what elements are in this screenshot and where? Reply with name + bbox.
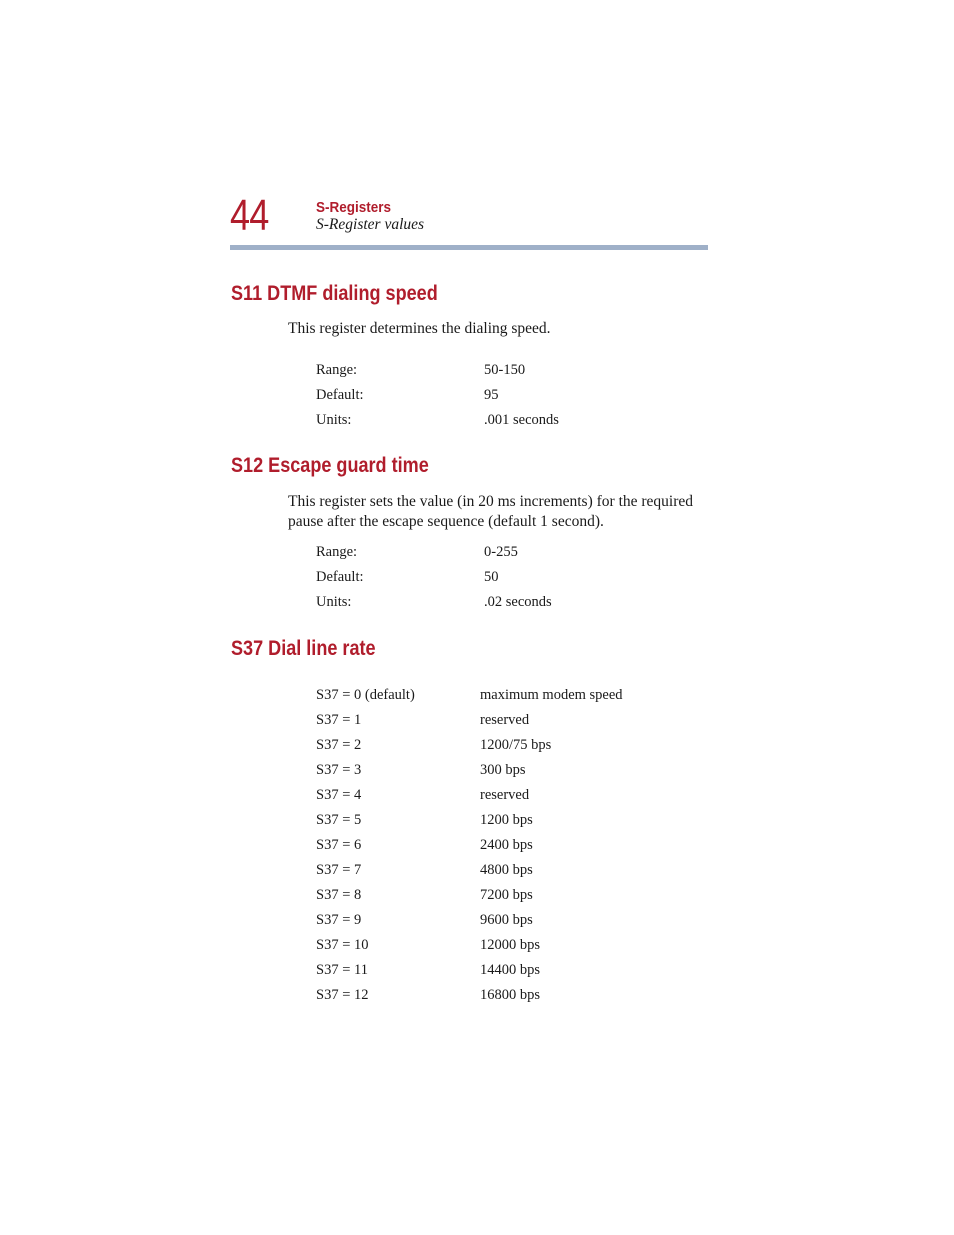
chapter-title: S-Registers — [316, 199, 392, 216]
row-label: S37 = 9 — [316, 912, 362, 928]
row-label: Default: — [316, 387, 364, 403]
row-label: S37 = 3 — [316, 762, 362, 778]
row-value: 14400 bps — [480, 962, 541, 978]
row-label: S37 = 2 — [316, 737, 362, 753]
section-subtitle: S-Register values — [316, 216, 425, 233]
row-value: 50 — [484, 569, 499, 585]
row-label: S37 = 7 — [316, 862, 362, 878]
row-label: S37 = 11 — [316, 962, 368, 978]
page-number: 44 — [230, 191, 269, 240]
row-value: 50-150 — [484, 362, 526, 378]
row-label: Units: — [316, 412, 352, 428]
row-value: .001 seconds — [484, 412, 559, 428]
row-value: 95 — [484, 387, 499, 403]
s37-heading: S37 Dial line rate — [231, 637, 376, 660]
row-label: S37 = 12 — [316, 987, 369, 1003]
row-value: 7200 bps — [480, 887, 533, 903]
row-value: 9600 bps — [480, 912, 533, 928]
row-value: 0-255 — [484, 544, 518, 560]
s11-heading: S11 DTMF dialing speed — [231, 282, 438, 305]
row-label: S37 = 4 — [316, 787, 362, 803]
row-label: S37 = 8 — [316, 887, 362, 903]
row-value: 1200/75 bps — [480, 737, 552, 753]
row-value: 4800 bps — [480, 862, 533, 878]
row-label: Range: — [316, 362, 358, 378]
row-value: maximum modem speed — [480, 687, 623, 703]
row-value: 12000 bps — [480, 937, 541, 953]
row-value: 300 bps — [480, 762, 526, 778]
row-value: .02 seconds — [484, 594, 552, 610]
s12-heading: S12 Escape guard time — [231, 454, 429, 477]
s12-description: This register sets the value (in 20 ms increments) for the required pause after the escape sequence (default 1 second). — [288, 493, 694, 530]
row-label: S37 = 0 (default) — [316, 687, 415, 703]
row-label: Range: — [316, 544, 358, 560]
row-label: Units: — [316, 594, 352, 610]
row-value: 16800 bps — [480, 987, 541, 1003]
s11-description: This register determines the dialing speed. — [288, 320, 551, 337]
row-label: Default: — [316, 569, 364, 585]
row-value: 1200 bps — [480, 812, 533, 828]
header-divider — [230, 245, 708, 250]
row-value: reserved — [480, 787, 530, 803]
row-label: S37 = 10 — [316, 937, 369, 953]
row-label: S37 = 6 — [316, 837, 362, 853]
row-label: S37 = 1 — [316, 712, 362, 728]
row-value: 2400 bps — [480, 837, 533, 853]
row-value: reserved — [480, 712, 530, 728]
row-label: S37 = 5 — [316, 812, 362, 828]
